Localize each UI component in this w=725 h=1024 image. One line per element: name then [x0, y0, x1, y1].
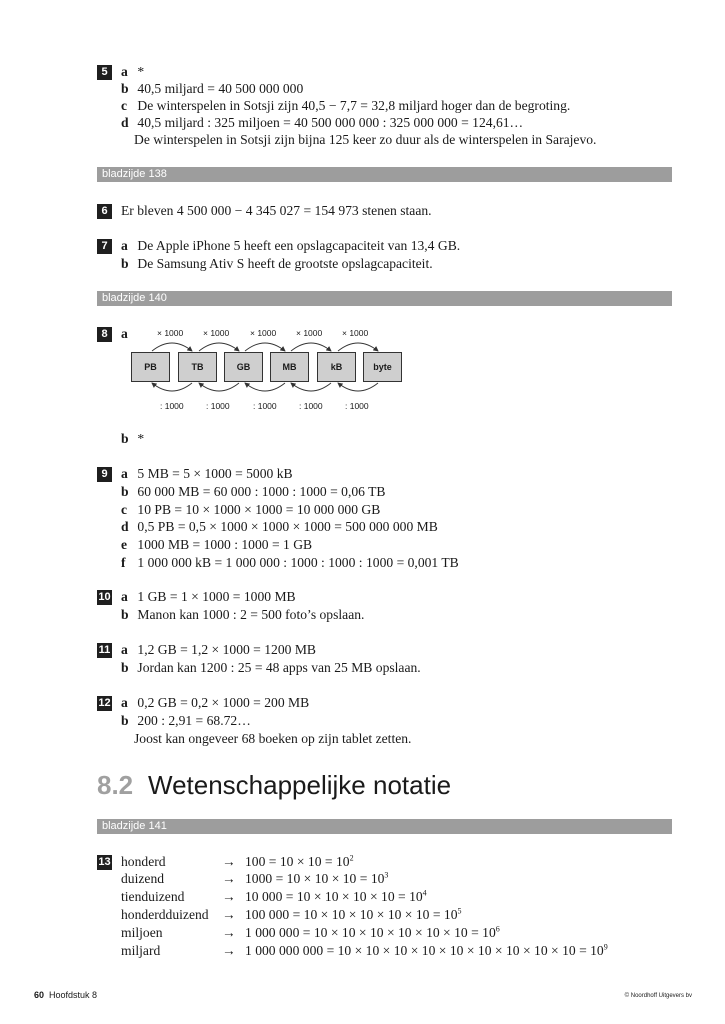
number-word: miljard — [121, 943, 161, 958]
chapter-label: Hoofdstuk 8 — [49, 990, 98, 1000]
power-equation: 1 000 $000 = 10 \times 10 \times 10 \times 10 \times 10 \times 10 = 10^6$ — [245, 924, 500, 940]
divide-label: : 1000 — [160, 401, 184, 411]
answer-line: a De Apple iPhone 5 heeft een opslagcapaciteit van 13,4 GB. — [121, 238, 461, 253]
arrow-icon: → — [222, 925, 236, 940]
page-reference-bar: bladzijde 141 — [97, 819, 672, 834]
exercise-number: 7 — [97, 239, 112, 254]
answer-line: b 40,5 miljard = 40 500 000 000 — [121, 81, 304, 96]
answer-line: b Jordan kan 1200 : 25 = 48 apps van 25 MB opslaan. — [121, 660, 421, 675]
power-equation: 100 $000 = 10 \times 10 \times 10 \times 10 \times 10 = 10^5$ — [245, 906, 462, 922]
multiply-arrow — [152, 343, 192, 351]
answer-line: a 1 GB = 1 × 1000 = 1000 MB — [121, 589, 296, 604]
multiply-arrow — [245, 343, 285, 351]
page-footer — [34, 990, 97, 1000]
multiply-label: × 1000 — [342, 328, 369, 338]
multiply-arrow — [199, 343, 239, 351]
copyright: © Noordhoff Uitgevers bv — [624, 993, 692, 999]
multiply-label: × 1000 — [250, 328, 277, 338]
exercise-number: 10 — [98, 591, 111, 603]
answer-line: b De Samsung Ativ S heeft de grootste opslagcapaciteit. — [121, 256, 433, 271]
answer-line: Joost kan ongeveer 68 boeken op zijn tablet zetten. — [134, 731, 412, 746]
unit-box: kB — [317, 352, 356, 382]
multiply-label: × 1000 — [203, 328, 230, 338]
answer-line: a * — [121, 64, 145, 79]
arrow-icon: → — [222, 889, 236, 904]
answer-line: Er bleven 4 500 000 − 4 345 027 = 154 973 stenen staan. — [121, 203, 432, 218]
answer-line: b 200 : 2,91 = 68.72… — [121, 713, 251, 728]
number-word: tienduizend — [121, 889, 185, 904]
unit-box: GB — [224, 352, 263, 382]
multiply-label: × 1000 — [157, 328, 184, 338]
answer-line: a 5 MB = 5 × 1000 = 5000 kB — [121, 466, 293, 481]
page-reference-bar: bladzijde 140 — [97, 291, 672, 306]
number-word: honderd — [121, 854, 166, 869]
page-number: 60 — [34, 990, 45, 1000]
answer-line: b Manon kan 1000 : 2 = 500 foto’s opslaan. — [121, 607, 365, 622]
divide-arrow — [291, 383, 331, 391]
exercise-number: 5 — [97, 65, 112, 80]
answer-line: a 1,2 GB = 1,2 × 1000 = 1200 MB — [121, 642, 316, 657]
divide-arrow — [338, 383, 378, 391]
multiply-arrow — [338, 343, 378, 351]
number-word: miljoen — [121, 925, 163, 940]
divide-label: : 1000 — [206, 401, 230, 411]
number-word: honderdduizend — [121, 907, 209, 922]
answer-line: b 60 000 MB = 60 000 : 1000 : 1000 = 0,06 TB — [121, 484, 386, 499]
divide-arrow — [199, 383, 239, 391]
section-number: 8.2 — [97, 770, 134, 800]
power-equation: $1000 = 10 \times 10 \times 10 = 10^3$ — [245, 870, 389, 886]
answer-line: d 40,5 miljard : 325 miljoen = 40 500 000 000 : 325 000 000 = 124,61… — [121, 115, 524, 130]
exercise-number: 13 — [98, 856, 111, 868]
number-word: duizend — [121, 871, 165, 886]
power-equation: 10 $000 = 10 \times 10 \times 10 \times 10 = 10^4$ — [245, 888, 427, 904]
unit-box: TB — [178, 352, 217, 382]
answer-line: f 1 000 000 kB = 1 000 000 : 1000 : 1000 : 1000 = 0,001 TB — [121, 555, 459, 570]
exercise-number: 9 — [97, 467, 112, 482]
exercise-number: 12 — [98, 697, 111, 709]
unit-box: MB — [270, 352, 309, 382]
answer-line: De winterspelen in Sotsji zijn bijna 125 keer zo duur als de winterspelen in Sarajevo. — [134, 132, 597, 147]
section-title: Wetenschappelijke notatie — [148, 770, 452, 800]
power-equation: $100 = 10 \times 10 = 10^2$ — [245, 853, 354, 869]
divide-label: : 1000 — [345, 401, 369, 411]
arrow-icon: → — [222, 854, 236, 869]
page-reference-bar: bladzijde 138 — [97, 167, 672, 182]
answer-label: a — [121, 326, 128, 341]
divide-arrow — [152, 383, 192, 391]
divide-label: : 1000 — [253, 401, 277, 411]
unit-box: byte — [363, 352, 402, 382]
exercise-number: 8 — [97, 327, 112, 342]
exercise-number: 11 — [98, 644, 111, 656]
answer-line: e 1000 MB = 1000 : 1000 = 1 GB — [121, 537, 313, 552]
multiply-arrow — [291, 343, 331, 351]
answer-line: a 0,2 GB = 0,2 × 1000 = 200 MB — [121, 695, 310, 710]
answer-line: b * — [121, 431, 145, 446]
arrow-icon: → — [222, 907, 236, 922]
answer-line: c De winterspelen in Sotsji zijn 40,5 − 7,7 = 32,8 miljard hoger dan de begroting. — [121, 98, 571, 113]
multiply-label: × 1000 — [296, 328, 323, 338]
arrow-icon: → — [222, 943, 236, 958]
unit-box: PB — [131, 352, 170, 382]
power-equation: 1 000 000 $000 = 10 \times 10 \times 10 \times 10 \times 10 \times 10 \times 10 \times 10 \times 10 = 10^9$ — [245, 942, 608, 958]
divide-arrow — [245, 383, 285, 391]
divide-label: : 1000 — [299, 401, 323, 411]
exercise-number: 6 — [97, 204, 112, 219]
answer-line: d 0,5 PB = 0,5 × 1000 × 1000 × 1000 = 500 000 000 MB — [121, 519, 438, 534]
answer-line: c 10 PB = 10 × 1000 × 1000 = 10 000 000 GB — [121, 502, 381, 517]
arrow-icon: → — [222, 871, 236, 886]
